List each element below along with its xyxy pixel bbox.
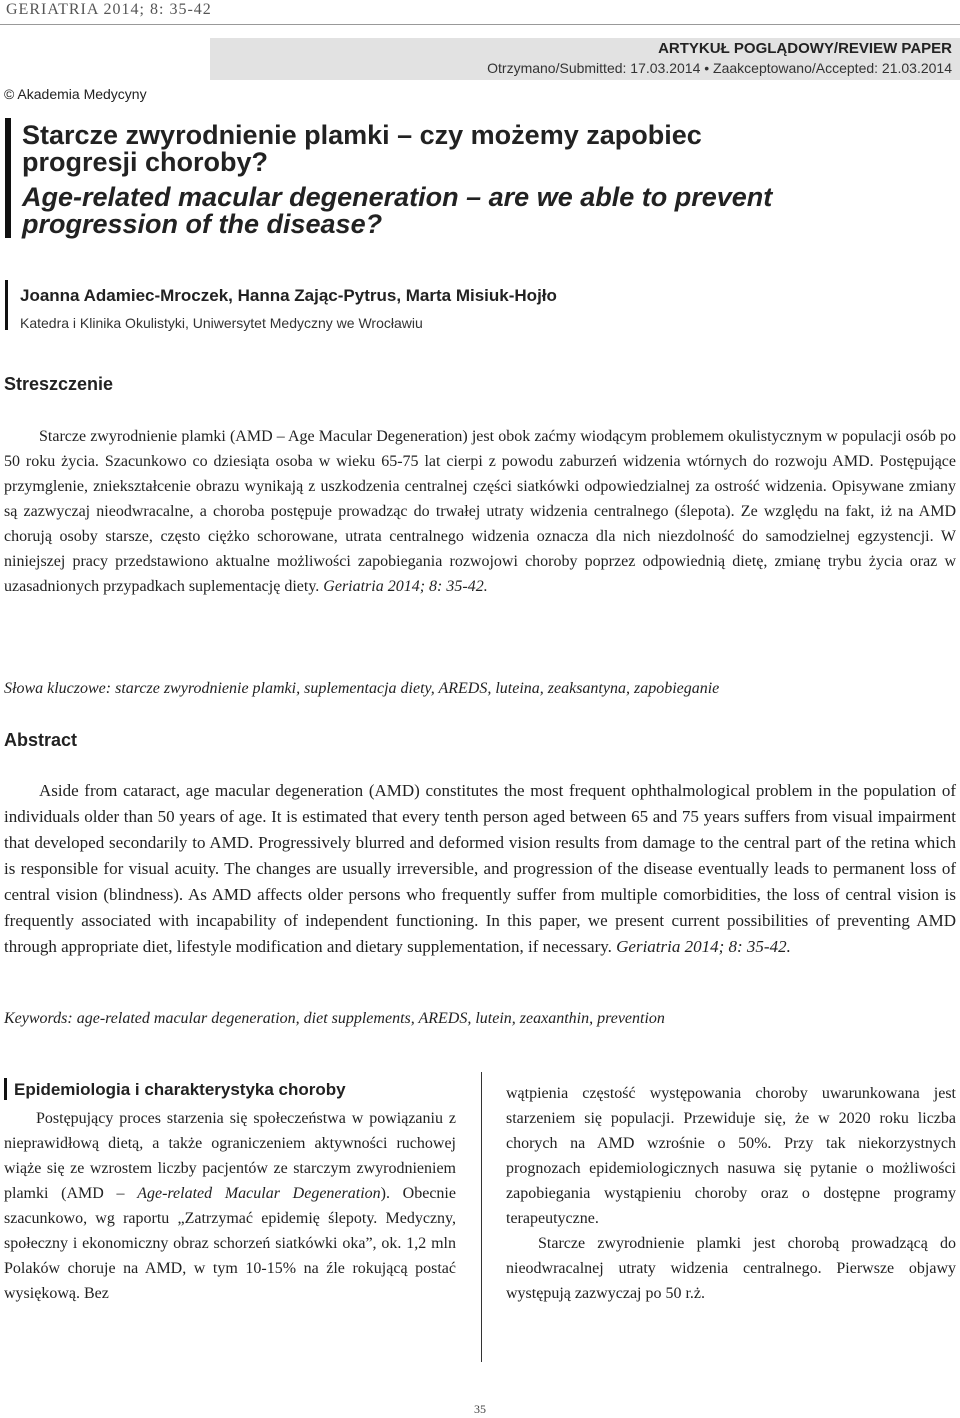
authors-accent-bar: [5, 280, 8, 330]
column-right: [506, 1081, 956, 1306]
affiliation: Katedra i Klinika Okulistyki, Uniwersytet Medyczny we Wrocławiu: [20, 315, 423, 331]
streszczenie-citation: Geriatria 2014; 8: 35-42.: [323, 578, 488, 595]
col2-paragraph-1: wątpienia częstość występowania choroby uwarunkowana jest starzeniem się populacji. Przewiduje się, że w 2020 roku liczba chorych na AMD wzrośnie o 50%. Przy tak niekorzystnych prognozach epidemiologicznych nasuwa się pytanie o możliwości zapobiegania wystąpieniu choroby oraz o dostępne programy terapeutyczne.: [506, 1085, 956, 1227]
streszczenie-heading: Streszczenie: [4, 374, 114, 394]
submission-dates: Otrzymano/Submitted: 17.03.2014 • Zaakceptowano/Accepted: 21.03.2014: [487, 60, 952, 76]
streszczenie-text: [4, 424, 956, 599]
streszczenie-keywords: Słowa kluczowe: starcze zwyrodnienie plamki, suplementacja diety, AREDS, luteina, zeaksantyna, zapobieganie: [4, 680, 720, 697]
journal-header: GERIATRIA 2014; 8: 35-42: [6, 1, 212, 18]
section-accent-bar: [4, 1078, 7, 1100]
title-polish-line1: Starcze zwyrodnienie plamki – czy możemy zapobiec: [22, 120, 702, 150]
author-names: Joanna Adamiec-Mroczek, Hanna Zając-Pytrus, Marta Misiuk-Hojło: [20, 286, 557, 305]
copyright: © Akademia Medycyny: [4, 86, 147, 102]
abstract-citation: Geriatria 2014; 8: 35-42.: [616, 937, 791, 956]
title-accent-bar: [5, 118, 11, 238]
title-polish: [22, 122, 942, 176]
col1-italic-term: Age-related Macular Degeneration: [137, 1185, 381, 1202]
col2-paragraph-2: Starcze zwyrodnienie plamki jest chorobą prowadzącą do nieodwracalnej utraty widzenia centralnego. Pierwsze objawy występują zazwyczaj po 50 r.ż.: [506, 1235, 956, 1302]
article-type: ARTYKUŁ POGLĄDOWY/REVIEW PAPER: [658, 40, 952, 57]
abstract-heading: Abstract: [4, 730, 78, 750]
column-divider: [481, 1072, 482, 1362]
title-english-line1: Age-related macular degeneration – are we able to prevent: [22, 182, 773, 212]
abstract-body: Aside from cataract, age macular degeneration (AMD) constitutes the most frequent ophthalmological problem in the population of individuals older than 50 years of age. It is estimated that every tenth person aged between 65 and 75 years suffers from visual impairment that developed secondarily to AMD. Progressively blurred and deformed vision results from damage to the central part of the retina which is responsible for visual acuity. The changes are usually irreversible, and progression of the disease eventually leads to permanent loss of central vision (blindness). As AMD affects older persons who frequently suffer from multiple comorbidities, the loss of central vision is frequently associated with incapability of independent functioning. In this paper, we present current possibilities of preventing AMD through appropriate diet, lifestyle modification and dietary supplementation, if necessary.: [4, 781, 956, 956]
page-number: 35: [474, 1402, 486, 1416]
streszczenie-body: Starcze zwyrodnienie plamki (AMD – Age Macular Degeneration) jest obok zaćmy wiodącym problemem okulistycznym w populacji osób po 50 roku życia. Szacunkowo co dziesiąta osoba w wieku 65-75 lat cierpi z powodu zaburzeń widzenia wtórnych do rozwoju AMD. Postępujące przymglenie, zniekształcenie obrazu wynikają z uszkodzenia centralnej części siatkówki odpowiedzialnej za ostrość widzenia. Opisywane zmiany są zazwyczaj nieodwracalne, a choroba postępuje prowadząc do trwałej utraty widzenia centralnego (ślepota). Ze względu na fakt, iż na AMD chorują osoby starsze, często ciężko schorowane, utrata centralnego widzenia oznacza dla nich niezdolność do samodzielnej egzystencji. W niniejszej pracy przedstawiono aktualne możliwości zapobiegania rozwojowi choroby poprzez odpowiednią dietę, zmianę trybu życia oraz w uzasadnionych przypadkach suplementację diety.: [4, 428, 956, 595]
title-polish-line2: progresji choroby?: [22, 147, 269, 177]
title-english: [22, 184, 942, 238]
column-left: [4, 1106, 456, 1306]
title-english-line2: progression of the disease?: [22, 209, 383, 239]
header-rule: [0, 24, 960, 25]
abstract-keywords: Keywords: age-related macular degeneration, diet supplements, AREDS, lutein, zeaxanthin, prevention: [4, 1010, 665, 1027]
col1-text-b: ). Obecnie szacunkowo, wg raportu „Zatrzymać epidemię ślepoty. Medyczny, społeczny i ekonomiczny obraz schorzeń siatkówki oka”, ok. 1,2 mln Polaków choruje na AMD, w tym 10-15% na źle rokującą postać wysiękową. Bez: [4, 1185, 456, 1302]
col1-text-a: Postępujący proces starzenia się społeczeństwa w powiązaniu z nieprawidłową dietą, a także ograniczeniem aktywności ruchowej wiąże się ze wzrostem liczby pacjentów ze starczym zwyrodnieniem plamki (AMD –: [4, 1110, 456, 1202]
abstract-text: [4, 778, 956, 960]
section-heading: Epidemiologia i charakterystyka choroby: [14, 1080, 346, 1099]
